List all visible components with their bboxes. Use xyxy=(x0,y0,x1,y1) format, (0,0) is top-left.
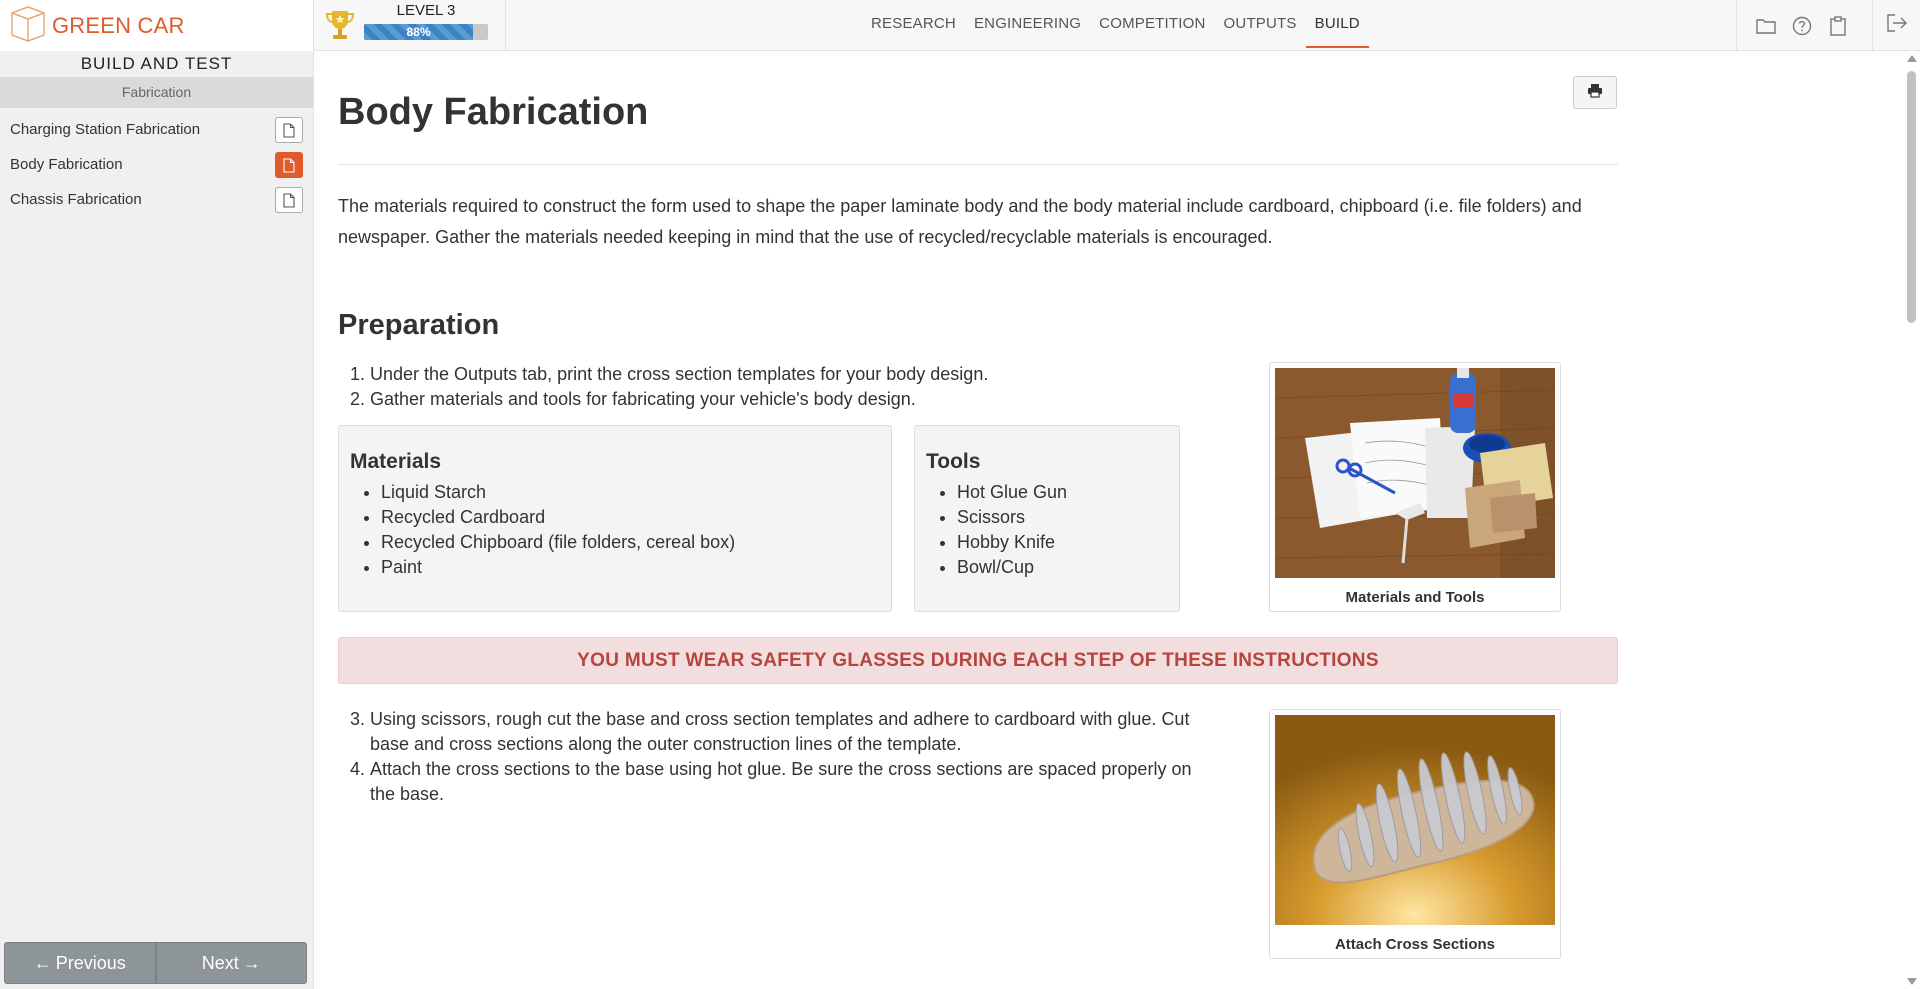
figure-caption: Attach Cross Sections xyxy=(1334,936,1496,953)
step-item: 2. Gather materials and tools for fabricating your vehicle's body design. xyxy=(370,387,988,412)
top-bar xyxy=(0,0,1920,51)
materials-list xyxy=(339,480,891,580)
scroll-down-arrow[interactable] xyxy=(1907,978,1917,985)
page-title: Body Fabrication xyxy=(338,91,649,133)
arrow-left-icon: ← xyxy=(33,952,52,973)
materials-title: Materials xyxy=(350,450,442,473)
arrow-right-icon: → xyxy=(242,952,261,973)
scroll-thumb[interactable] xyxy=(1907,71,1916,323)
document-icon[interactable] xyxy=(275,187,303,213)
sidebar-item-chassis-fabrication[interactable] xyxy=(0,182,313,217)
step-item: 4. Attach the cross sections to the base using hot glue. Be sure the cross sections are spaced properly on the base. xyxy=(370,757,1218,807)
brand-name: GREEN CAR xyxy=(52,12,185,38)
page-scrollbar[interactable] xyxy=(1904,51,1920,989)
materials-and-tools-image xyxy=(1275,368,1555,578)
tools-box xyxy=(914,425,1180,612)
list-item: • Bowl/Cup xyxy=(957,555,1179,580)
step-item: 1. Under the Outputs tab, print the cross section templates for your body design. xyxy=(370,362,988,387)
level-progress-bar xyxy=(364,24,488,40)
figure-caption: Materials and Tools xyxy=(1345,589,1485,606)
sidebar-item-label: Charging Station Fabrication xyxy=(10,121,201,138)
figure-materials-and-tools xyxy=(1269,362,1561,612)
logout-icon xyxy=(1886,13,1908,38)
print-button[interactable] xyxy=(1573,76,1617,109)
list-item: • Paint xyxy=(381,555,891,580)
nav-research[interactable]: RESEARCH xyxy=(871,15,956,32)
sidebar-item-label: Chassis Fabrication xyxy=(10,191,142,208)
step-item: 3. Using scissors, rough cut the base and cross section templates and adhere to cardboard with glue. Cut base and cross sections along the outer construction lines of the template. xyxy=(370,707,1218,757)
next-button[interactable] xyxy=(156,942,308,984)
sidebar xyxy=(0,51,314,989)
sidebar-subtitle: Fabrication xyxy=(0,77,313,108)
materials-box xyxy=(338,425,892,612)
level-progress-fill: 88% xyxy=(364,24,473,40)
tools-list xyxy=(915,480,1179,580)
sidebar-item-body-fabrication[interactable] xyxy=(0,147,313,182)
document-icon[interactable] xyxy=(275,117,303,143)
steps-list-a xyxy=(338,362,988,412)
sidebar-title: BUILD AND TEST xyxy=(80,54,233,73)
trophy-icon xyxy=(322,7,358,43)
sidebar-item-charging-station-fabrication[interactable] xyxy=(0,112,313,147)
document-icon[interactable] xyxy=(275,152,303,178)
safety-warning-banner: YOU MUST WEAR SAFETY GLASSES DURING EACH STEP OF THESE INSTRUCTIONS xyxy=(338,637,1618,684)
list-item: • Hobby Knife xyxy=(957,530,1179,555)
help-icon[interactable] xyxy=(1791,15,1813,37)
toolbar xyxy=(1736,0,1849,51)
nav-engineering[interactable]: ENGINEERING xyxy=(973,15,1082,32)
cube-outline-icon xyxy=(6,2,48,49)
list-item: • Recycled Chipboard (file folders, cereal box) xyxy=(381,530,891,555)
nav-outputs[interactable]: OUTPUTS xyxy=(1223,15,1297,32)
list-item: • Recycled Cardboard xyxy=(381,505,891,530)
main-nav xyxy=(862,0,1369,51)
level-label: LEVEL 3 xyxy=(396,2,456,19)
next-label: Next xyxy=(201,952,239,973)
list-item: • Hot Glue Gun xyxy=(957,480,1179,505)
previous-button[interactable] xyxy=(4,942,156,984)
list-item: • Liquid Starch xyxy=(381,480,891,505)
scroll-up-arrow[interactable] xyxy=(1907,55,1917,62)
nav-build[interactable]: BUILD xyxy=(1306,0,1369,48)
print-icon xyxy=(1587,83,1603,103)
attach-cross-sections-image xyxy=(1275,715,1555,925)
folder-icon[interactable] xyxy=(1755,15,1777,37)
page-navigation xyxy=(4,942,307,984)
tools-title: Tools xyxy=(926,450,981,473)
intro-paragraph: The materials required to construct the form used to shape the paper laminate body and the body material include cardboard, chipboard (i.e. file folders) and newspaper. Gather the materials needed keeping in mind that the use of recycled/recyclable materials is encouraged. xyxy=(338,196,1582,247)
list-item: • Scissors xyxy=(957,505,1179,530)
previous-label: Previous xyxy=(55,952,126,973)
nav-competition[interactable]: COMPETITION xyxy=(1099,15,1206,32)
sidebar-item-label: Body Fabrication xyxy=(10,156,123,173)
main-content xyxy=(314,51,1904,989)
section-heading-preparation: Preparation xyxy=(338,309,500,341)
steps-list-b xyxy=(338,707,1218,807)
logout-button[interactable] xyxy=(1872,0,1920,51)
brand[interactable] xyxy=(0,0,314,51)
figure-attach-cross-sections xyxy=(1269,709,1561,959)
clipboard-icon[interactable] xyxy=(1827,15,1849,37)
title-divider xyxy=(338,164,1618,165)
